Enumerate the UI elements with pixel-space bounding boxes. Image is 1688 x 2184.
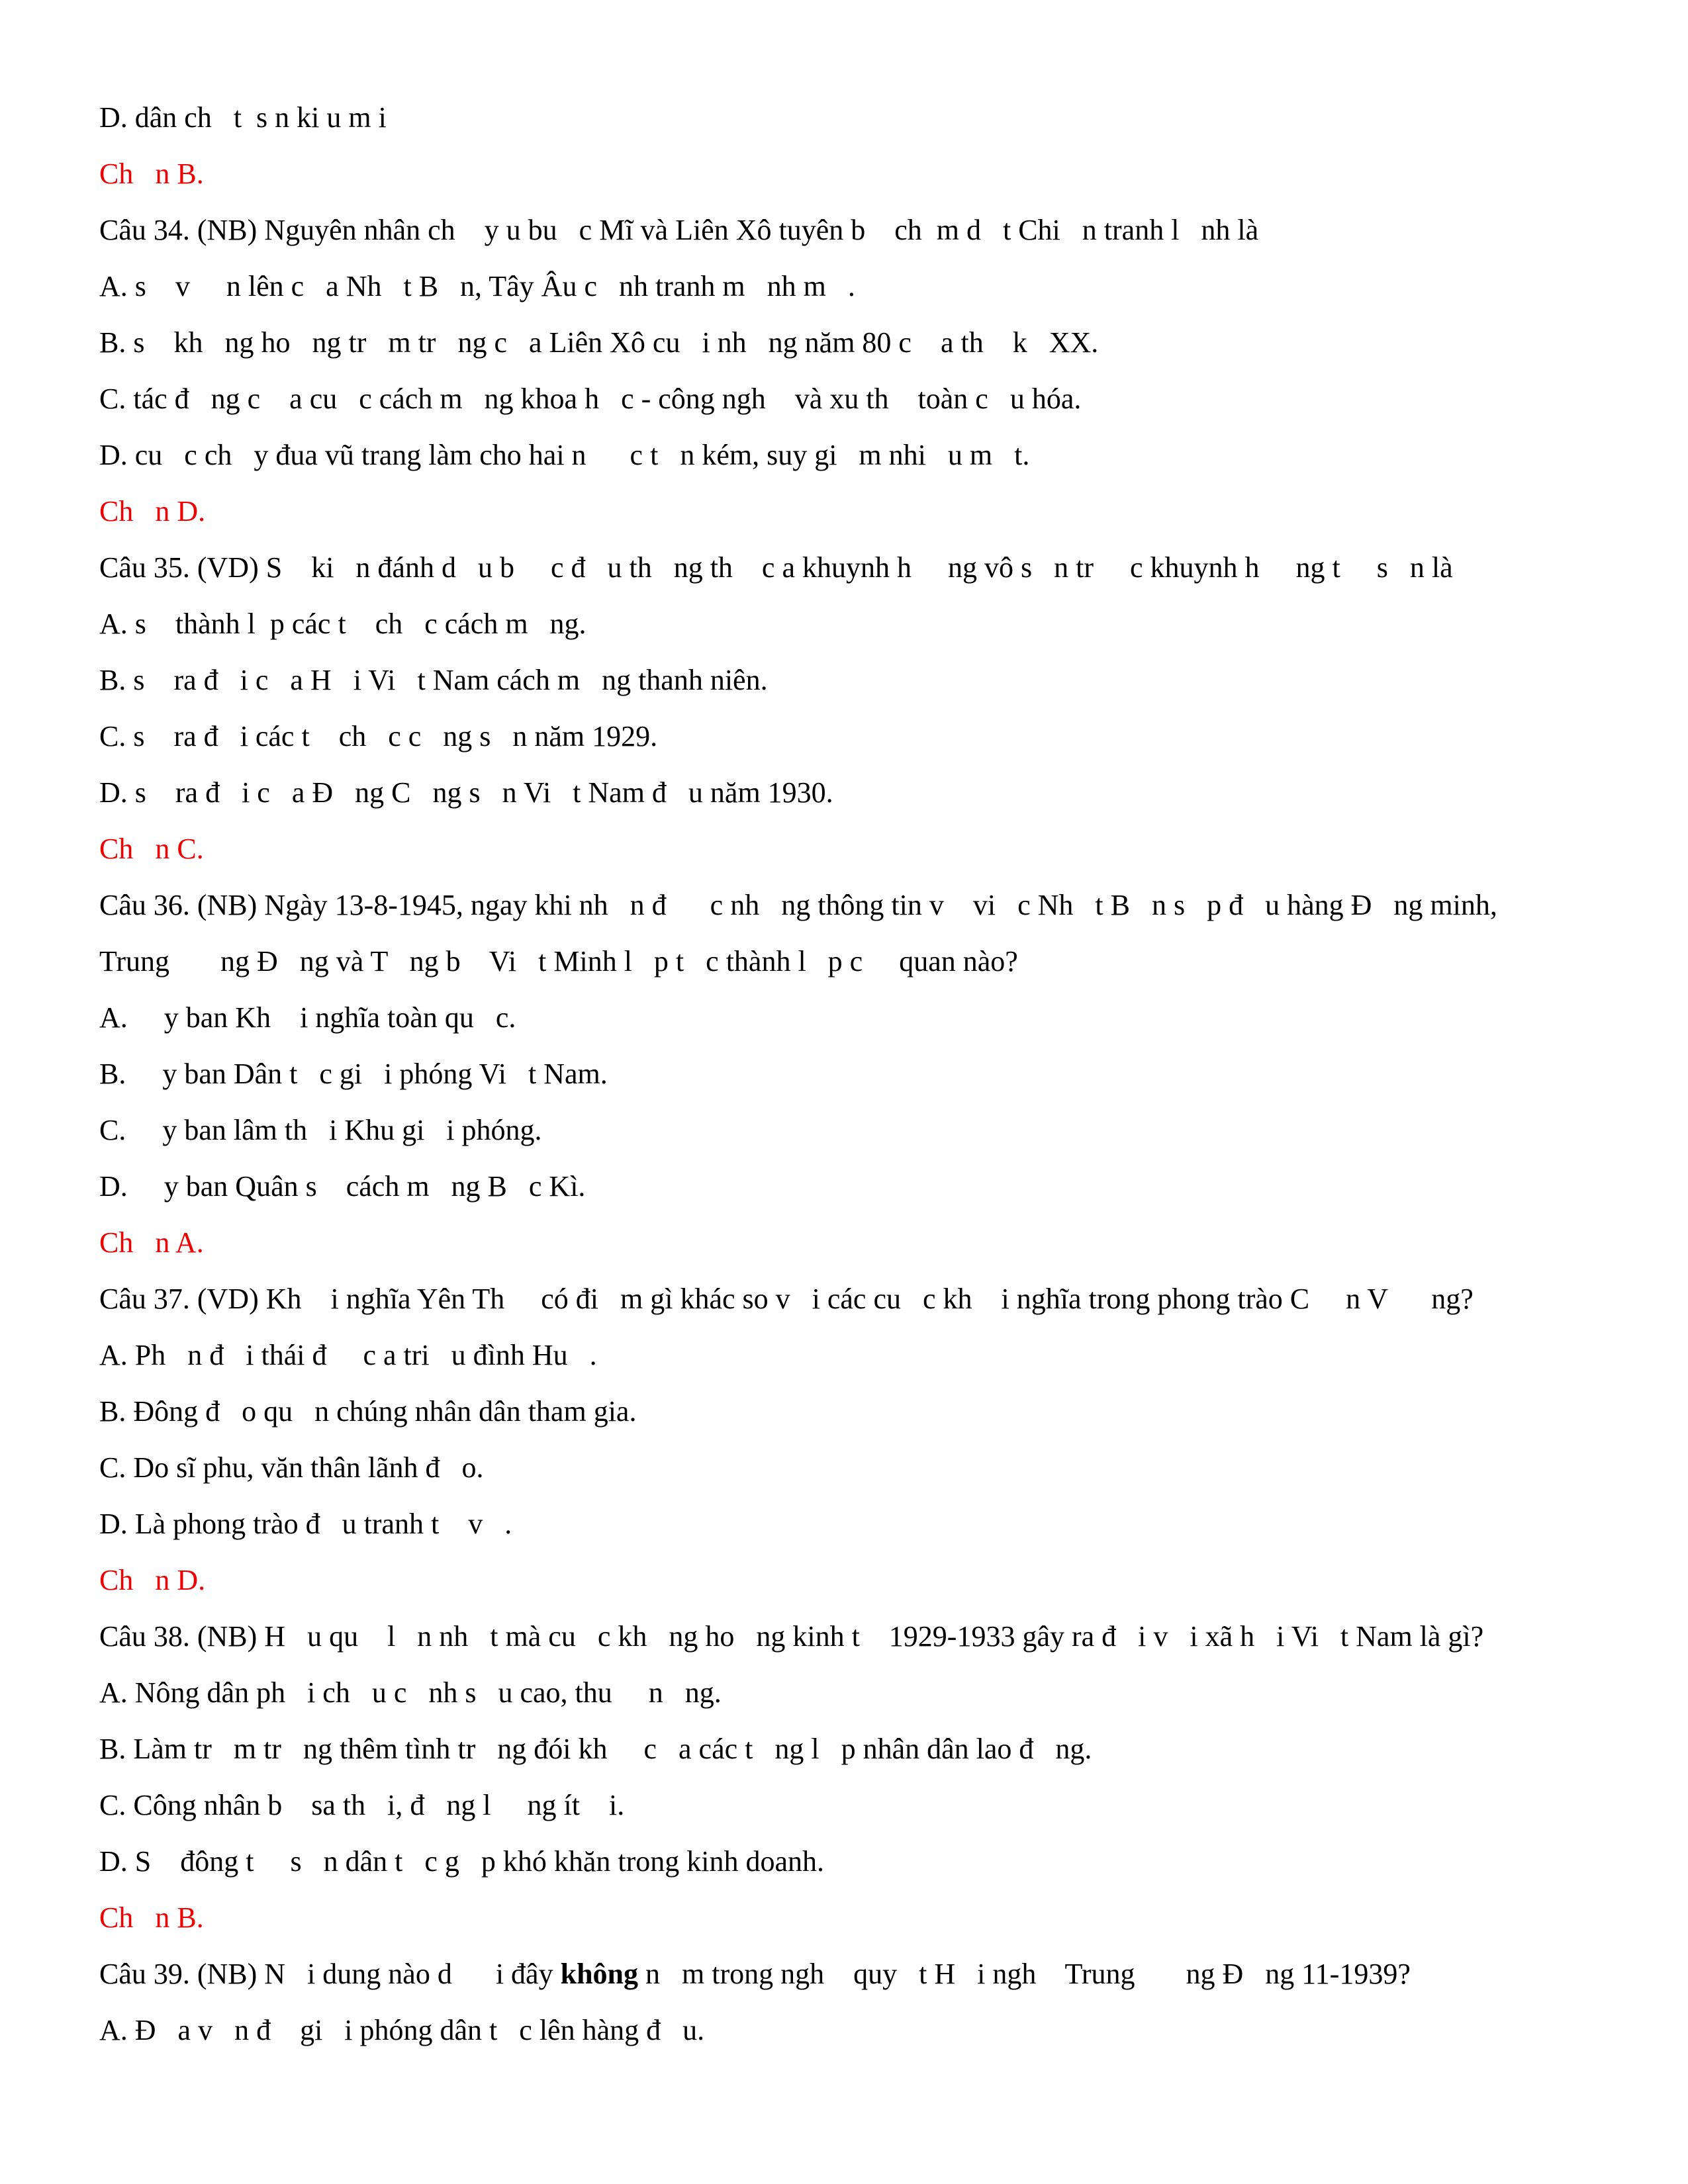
q39-option-a: A. Đ a v n đ gi i phóng dân t c lên hàng đ u. (99, 2014, 705, 2046)
q34-option-a: A. s v n lên c a Nh t B n, Tây Âu c nh tranh m nh m . (99, 270, 855, 302)
q37-option-d: D. Là phong trào đ u tranh t v . (99, 1508, 512, 1540)
q36-question-line2: Trung ng Đ ng và T ng b Vi t Minh l p t c thành l p c quan nào? (99, 945, 1018, 978)
q37-option-c: C. Do sĩ phu, văn thân lãnh đ o. (99, 1451, 484, 1484)
q38-option-d: D. S đông t s n dân t c g p khó khăn trong kinh doanh. (99, 1845, 825, 1878)
q36-option-b: B. y ban Dân t c gi i phóng Vi t Nam. (99, 1058, 608, 1090)
q35-option-d: D. s ra đ i c a Đ ng C ng s n Vi t Nam đ u năm 1930. (99, 776, 833, 809)
q33-answer: Ch n B. (99, 158, 204, 190)
q37-option-b: B. Đông đ o qu n chúng nhân dân tham gia. (99, 1395, 637, 1428)
q36-option-c: C. y ban lâm th i Khu gi i phóng. (99, 1114, 542, 1146)
q37-question: Câu 37. (VD) Kh i nghĩa Yên Th có đi m gì khác so v i các cu c kh i nghĩa trong phong trào C n V ng? (99, 1283, 1474, 1315)
q36-option-a: A. y ban Kh i nghĩa toàn qu c. (99, 1001, 516, 1034)
q39-question-end: n m trong ngh quy t H i ngh Trung ng Đ ng 11-1939? (638, 1958, 1411, 1990)
q35-question: Câu 35. (VD) S ki n đánh d u b c đ u th ng th c a khuynh h ng vô s n tr c khuynh h ng t s n là (99, 551, 1453, 584)
q39-question-start: Câu 39. (NB) N i dung nào d i đây (99, 1958, 561, 1990)
q38-option-b: B. Làm tr m tr ng thêm tình tr ng đói kh c a các t ng l p nhân dân lao đ ng. (99, 1733, 1092, 1765)
q36-question-line1: Câu 36. (NB) Ngày 13-8-1945, ngay khi nh n đ c nh ng thông tin v vi c Nh t B n s p đ u hàng Đ ng minh, (99, 889, 1497, 921)
q35-option-b: B. s ra đ i c a H i Vi t Nam cách m ng thanh niên. (99, 664, 768, 696)
q39-question (99, 1954, 1609, 1994)
q35-answer: Ch n C. (99, 833, 204, 865)
q35-option-a: A. s thành l p các t ch c cách m ng. (99, 608, 586, 640)
q34-question: Câu 34. (NB) Nguyên nhân ch y u bu c Mĩ và Liên Xô tuyên b ch m d t Chi n tranh l nh là (99, 214, 1259, 246)
q37-option-a: A. Ph n đ i thái đ c a tri u đình Hu . (99, 1339, 597, 1371)
q38-question: Câu 38. (NB) H u qu l n nh t mà cu c kh ng ho ng kinh t 1929-1933 gây ra đ i v i xã h i Vi t Nam là gì? (99, 1620, 1484, 1653)
q38-option-a: A. Nông dân ph i ch u c nh s u cao, thu n ng. (99, 1676, 722, 1709)
q35-option-c: C. s ra đ i các t ch c c ng s n năm 1929. (99, 720, 658, 752)
q34-option-c: C. tác đ ng c a cu c cách m ng khoa h c - công ngh và xu th toàn c u hóa. (99, 383, 1082, 415)
q36-answer: Ch n A. (99, 1226, 204, 1259)
q38-option-c: C. Công nhân b sa th i, đ ng l ng ít i. (99, 1789, 625, 1821)
q33-option-d: D. dân ch t s n ki u m i (99, 101, 387, 134)
q34-option-d: D. cu c ch y đua vũ trang làm cho hai n c t n kém, suy gi m nhi u m t. (99, 439, 1030, 471)
q39-negation-emphasis: không (560, 1958, 639, 1990)
q34-option-b: B. s kh ng ho ng tr m tr ng c a Liên Xô cu i nh ng năm 80 c a th k XX. (99, 326, 1099, 359)
q34-answer: Ch n D. (99, 495, 206, 527)
q38-answer: Ch n B. (99, 1901, 204, 1934)
q36-option-d: D. y ban Quân s cách m ng B c Kì. (99, 1170, 586, 1203)
q37-answer: Ch n D. (99, 1564, 206, 1596)
